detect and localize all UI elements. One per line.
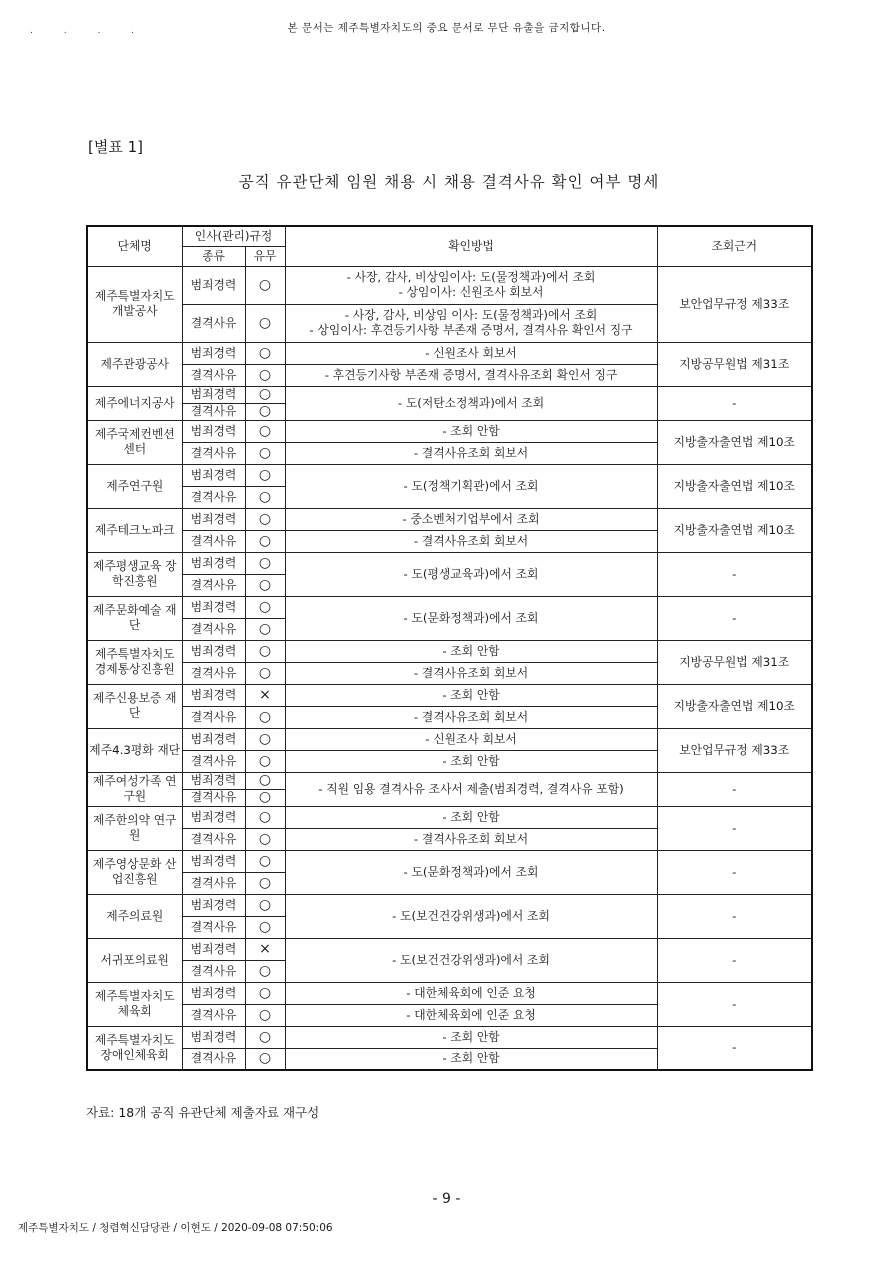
method-cell [285,806,657,828]
method-line: - 상임이사: 후견등기사항 부존재 증명서, 결격사유 확인서 징구 [309,323,633,337]
rule-exists-cell: ○ [245,403,285,420]
rule-exists-cell: ○ [245,364,285,386]
method-cell [285,982,657,1004]
method-line: - 사장, 감사, 비상임이사: 도(물정책과)에서 조회 [346,270,596,284]
method-line: - 직원 임용 결격사유 조사서 제출(범죄경력, 결격사유 포함) [318,781,624,796]
rule-exists-cell: ○ [245,464,285,486]
rule-exists-cell: ○ [245,574,285,596]
method-line: - 도(저탄소정책과)에서 조회 [397,395,545,410]
document-title: 공직 유관단체 임원 채용 시 채용 결격사유 확인 여부 명세 [238,173,660,191]
rule-type-cell: 범죄경력 [182,728,245,750]
basis-cell: 지방출자출연법 제10조 [657,508,812,552]
corner-marks: . . . . [30,26,149,36]
method-cell [285,772,657,806]
method-line: - 신원조사 회보서 [425,345,517,360]
table-row [87,806,812,828]
basis-cell: - [657,386,812,420]
rule-exists-cell: ○ [245,806,285,828]
method-line: - 조회 안함 [442,1051,500,1066]
method-cell [285,420,657,442]
rule-type-cell: 범죄경력 [182,508,245,530]
org-name-cell: 제주에너지공사 [87,386,182,420]
method-line: - 결격사유조회 회보서 [413,665,529,680]
method-line: - 조회 안함 [442,1029,500,1044]
table-row [87,894,812,916]
method-cell [285,1026,657,1048]
rule-type-cell: 결격사유 [182,442,245,464]
org-name-cell: 제주특별자치도 장애인체육회 [87,1026,182,1070]
rule-type-cell: 결격사유 [182,789,245,806]
table-row [87,684,812,706]
rule-type-cell: 결격사유 [182,1048,245,1070]
rule-exists-cell: ○ [245,1004,285,1026]
rule-exists-cell: ○ [245,772,285,789]
source-note: 자료: 18개 공직 유관단체 제출자료 재구성 [86,1105,320,1120]
rule-type-cell: 범죄경력 [182,552,245,574]
rule-exists-cell: ○ [245,872,285,894]
rule-type-cell: 결격사유 [182,618,245,640]
method-line: - 도(보건건강위생과)에서 조회 [392,908,550,923]
method-cell [285,364,657,386]
rule-exists-cell: ○ [245,916,285,938]
method-line: - 상임이사: 신원조사 회보서 [398,285,544,299]
method-cell [285,706,657,728]
rule-exists-cell: ○ [245,706,285,728]
rule-exists-cell: ○ [245,486,285,508]
rule-type-cell: 결격사유 [182,530,245,552]
rule-type-cell: 결격사유 [182,828,245,850]
basis-cell: - [657,772,812,806]
rule-exists-cell: ○ [245,508,285,530]
rule-type-cell: 결격사유 [182,304,245,342]
table-row [87,850,812,872]
method-line: - 결격사유조회 회보서 [413,533,529,548]
rule-type-cell: 범죄경력 [182,342,245,364]
method-cell [285,1048,657,1070]
org-name-cell: 제주한의약 연구원 [87,806,182,850]
rule-exists-cell: ○ [245,1026,285,1048]
rule-exists-cell: ○ [245,982,285,1004]
basis-cell: - [657,1026,812,1070]
method-line: - 조회 안함 [442,809,500,824]
rule-exists-cell: ○ [245,442,285,464]
rule-type-cell: 결격사유 [182,486,245,508]
table-row [87,640,812,662]
rule-type-cell: 결격사유 [182,706,245,728]
method-line: - 대한체육회에 인준 요청 [406,985,536,1000]
method-line: - 후견등기사항 부존재 증명서, 결격사유조회 확인서 징구 [324,367,618,382]
method-line: - 조회 안함 [442,423,500,438]
org-name-cell: 제주특별자치도 개발공사 [87,266,182,342]
basis-cell: 보안업무규정 제33조 [657,728,812,772]
org-name-cell: 제주특별자치도 체육회 [87,982,182,1026]
method-line: - 결격사유조회 회보서 [413,445,529,460]
rule-exists-cell: ○ [245,728,285,750]
rule-type-cell: 결격사유 [182,403,245,420]
confidentiality-notice: 본 문서는 제주특별자치도의 중요 문서로 무단 유출을 금지합니다. [287,22,606,34]
rule-type-cell: 결격사유 [182,1004,245,1026]
basis-cell: - [657,938,812,982]
basis-cell: 보안업무규정 제33조 [657,266,812,342]
method-cell [285,304,657,342]
org-name-cell: 제주여성가족 연구원 [87,772,182,806]
rule-exists-cell: ○ [245,1048,285,1070]
method-line: - 도(문화정책과)에서 조회 [403,610,539,625]
method-cell [285,552,657,596]
appendix-label: [별표 1] [88,138,143,156]
table-row [87,938,812,960]
method-cell [285,684,657,706]
basis-cell: - [657,596,812,640]
footer-stamp: 제주특별자치도 / 청렴혁신담당관 / 이현도 / 2020-09-08 07:50:06 [18,1222,333,1234]
rule-type-cell: 범죄경력 [182,772,245,789]
rule-type-cell: 결격사유 [182,916,245,938]
rule-exists-cell: ○ [245,552,285,574]
rule-exists-cell: × [245,938,285,960]
rule-type-cell: 결격사유 [182,872,245,894]
rule-type-cell: 범죄경력 [182,1026,245,1048]
method-line: - 사장, 감사, 비상임 이사: 도(물정책과)에서 조회 [344,308,598,322]
basis-cell: 지방출자출연법 제10조 [657,420,812,464]
basis-cell: - [657,806,812,850]
vetting-table [86,225,813,1071]
method-line: - 대한체육회에 인준 요청 [406,1007,536,1022]
method-line: - 신원조사 회보서 [425,731,517,746]
rule-type-cell: 범죄경력 [182,640,245,662]
method-cell [285,442,657,464]
rule-type-cell: 결격사유 [182,662,245,684]
method-cell [285,266,657,304]
method-cell [285,662,657,684]
method-cell [285,464,657,508]
method-cell [285,894,657,938]
rule-exists-cell: ○ [245,789,285,806]
basis-cell: - [657,552,812,596]
rule-exists-cell: ○ [245,960,285,982]
org-name-cell: 제주문화예술 재단 [87,596,182,640]
table-row [87,464,812,486]
table-row [87,342,812,364]
rule-type-cell: 범죄경력 [182,464,245,486]
org-name-cell: 제주의료원 [87,894,182,938]
rule-exists-cell: ○ [245,640,285,662]
method-cell [285,640,657,662]
header-org: 단체명 [87,226,182,266]
method-line: - 도(보건건강위생과)에서 조회 [392,952,550,967]
org-name-cell: 제주특별자치도 경제통상진흥원 [87,640,182,684]
header-basis: 조회근거 [657,226,812,266]
method-line: - 조회 안함 [442,643,500,658]
table-row [87,552,812,574]
rule-type-cell: 결격사유 [182,364,245,386]
rule-exists-cell: ○ [245,828,285,850]
rule-exists-cell: ○ [245,750,285,772]
rule-type-cell: 결격사유 [182,750,245,772]
table-row [87,596,812,618]
method-cell [285,828,657,850]
basis-cell: 지방공무원법 제31조 [657,640,812,684]
org-name-cell: 제주4.3평화 재단 [87,728,182,772]
page-number: - 9 - [432,1191,461,1207]
rule-exists-cell: ○ [245,342,285,364]
basis-cell: 지방공무원법 제31조 [657,342,812,386]
method-cell [285,596,657,640]
org-name-cell: 제주테크노파크 [87,508,182,552]
rule-exists-cell: ○ [245,386,285,403]
table-row [87,508,812,530]
rule-exists-cell: × [245,684,285,706]
rule-type-cell: 결격사유 [182,960,245,982]
table-row [87,386,812,403]
org-name-cell: 제주신용보증 재단 [87,684,182,728]
basis-cell: - [657,850,812,894]
basis-cell: 지방출자출연법 제10조 [657,464,812,508]
method-line: - 도(정책기획관)에서 조회 [403,478,539,493]
rule-type-cell: 범죄경력 [182,850,245,872]
rule-exists-cell: ○ [245,894,285,916]
rule-type-cell: 범죄경력 [182,596,245,618]
method-cell [285,508,657,530]
method-cell [285,938,657,982]
rule-exists-cell: ○ [245,420,285,442]
rule-type-cell: 범죄경력 [182,806,245,828]
rule-type-cell: 범죄경력 [182,938,245,960]
rule-exists-cell: ○ [245,530,285,552]
method-cell [285,1004,657,1026]
rule-type-cell: 범죄경력 [182,684,245,706]
table-body [87,266,812,1070]
method-line: - 결격사유조회 회보서 [413,831,529,846]
header-type: 종류 [182,246,245,266]
org-name-cell: 제주연구원 [87,464,182,508]
rule-type-cell: 범죄경력 [182,266,245,304]
method-line: - 중소벤처기업부에서 조회 [402,511,540,526]
rule-exists-cell: ○ [245,662,285,684]
header-exists: 유무 [245,246,285,266]
table-row [87,266,812,304]
method-cell [285,530,657,552]
table-row [87,728,812,750]
table-row [87,420,812,442]
header-method: 확인방법 [285,226,657,266]
method-cell [285,850,657,894]
table-row [87,982,812,1004]
rule-type-cell: 결격사유 [182,574,245,596]
rule-exists-cell: ○ [245,618,285,640]
table-row [87,772,812,789]
rule-exists-cell: ○ [245,596,285,618]
method-line: - 결격사유조회 회보서 [413,709,529,724]
basis-cell: - [657,982,812,1026]
org-name-cell: 제주관광공사 [87,342,182,386]
rule-type-cell: 범죄경력 [182,420,245,442]
org-name-cell: 제주평생교육 장학진흥원 [87,552,182,596]
method-cell [285,728,657,750]
org-name-cell: 제주국제컨벤션 센터 [87,420,182,464]
method-cell [285,386,657,420]
rule-type-cell: 범죄경력 [182,386,245,403]
rule-type-cell: 범죄경력 [182,894,245,916]
rule-type-cell: 범죄경력 [182,982,245,1004]
method-line: - 도(평생교육과)에서 조회 [403,566,539,581]
rule-exists-cell: ○ [245,850,285,872]
header-hr-rules: 인사(관리)규정 [182,226,285,246]
method-line: - 조회 안함 [442,687,500,702]
table-row [87,1026,812,1048]
basis-cell: 지방출자출연법 제10조 [657,684,812,728]
org-name-cell: 서귀포의료원 [87,938,182,982]
method-cell [285,750,657,772]
method-line: - 도(문화정책과)에서 조회 [403,864,539,879]
basis-cell: - [657,894,812,938]
rule-exists-cell: ○ [245,304,285,342]
rule-exists-cell: ○ [245,266,285,304]
method-line: - 조회 안함 [442,753,500,768]
org-name-cell: 제주영상문화 산업진흥원 [87,850,182,894]
method-cell [285,342,657,364]
